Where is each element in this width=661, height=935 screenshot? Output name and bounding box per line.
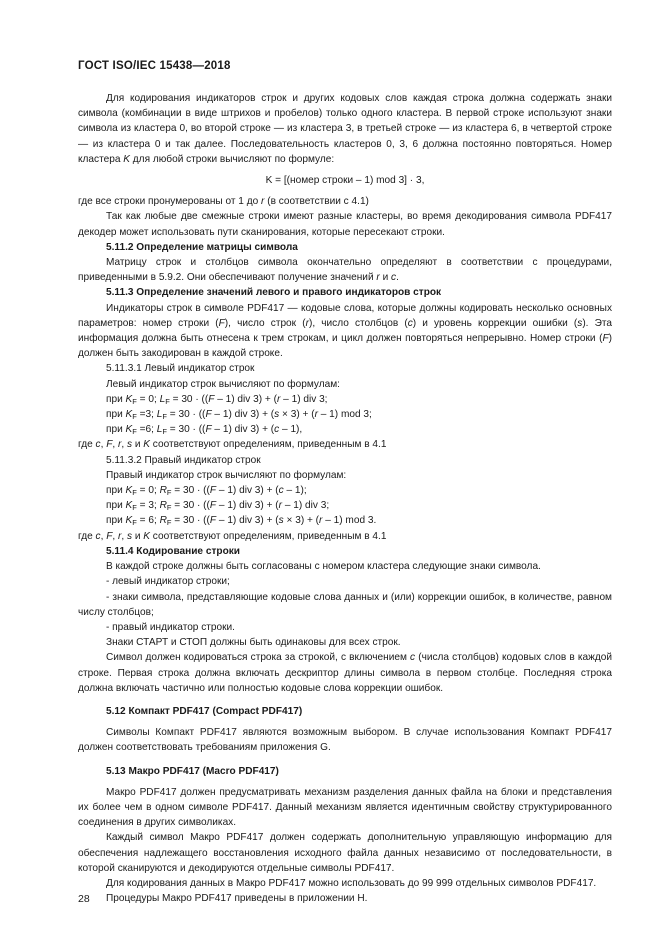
paragraph-macro-3: Для кодирования данных в Макро PDF417 можно использовать до 99 999 отдельных символов PDF417. — [106, 877, 597, 889]
paragraph-row-by-row — [78, 650, 612, 696]
right-indicator-where: где c, F, r, s и K соответствуют определениям, приведенным в 4.1 — [78, 530, 387, 542]
text-run: (числа столбцов) кодовых слов в каждой строке. Первая строка должна включать дескриптор длины символа в первом столбце. Последняя строка должна включать частично или полностью кодовые слова коррекции ошибок. — [78, 652, 612, 694]
paragraph-cluster-intro — [78, 91, 612, 167]
italic-var: K — [123, 153, 130, 165]
text-run: для любой строки вычисляют по формуле: — [129, 153, 335, 165]
left-indicator-formula-3: при $K_F =6$; $L_F = 30 \cdot ((F - 1)$ div 3) + (c – 1), — [106, 424, 303, 437]
text-run: ), число строк ( — [224, 317, 306, 329]
paragraph-macro-4: Процедуры Макро PDF417 приведены в приложении H. — [106, 893, 368, 905]
heading-5-11-3: 5.11.3 Определение значений левого и правого индикаторов строк — [106, 287, 442, 299]
left-indicator-where: где c, F, r, s и K соответствуют определениям, приведенным в 4.1 — [78, 439, 387, 451]
text-run: ), число столбцов ( — [308, 317, 408, 329]
text-run: где все строки пронумерованы от 1 до — [78, 196, 262, 208]
right-indicator-formula-1: при $K_F = 0$; $R_F = 30 \cdot ((F - 1)$ div 3) + (c – 1); — [106, 485, 307, 498]
paragraph-macro-1: Макро PDF417 должен предусматривать механизм разделения данных файла на блоки и представления их более чем в одном символе PDF417. Данный механизм является идентичным свойству структурированного соединения в других символиках. — [78, 786, 612, 829]
italic-var: r — [261, 196, 265, 208]
right-indicator-intro: Правый индикатор строк вычисляют по формулам: — [106, 469, 347, 481]
italic-var: c — [410, 652, 416, 664]
right-indicator-formula-3: при $K_F = 6$; $R_F = 30 \cdot ((F - 1)$ div 3) + (s × 3) + (r – 1) mod 3. — [106, 515, 377, 528]
italic-var: F — [218, 317, 225, 329]
heading-5-13: 5.13 Макро PDF417 (Macro PDF417) — [106, 765, 279, 777]
text-run: Для кодирования индикаторов строк и других кодовых слов каждая строка должна содержать знаки символа (комбинации в виде штрихов и пробелов) только одного кластера. В первой строке используют знаки символа из кластера 0, во второй строке — из кластера 3, в третьей строке — из кластера 6, в четвертой строке — из кластера 0 и так далее. Последовательность кластеров 0, 3, 6 должна постоянно повторяться. Номер кластера — [78, 93, 612, 165]
list-item-data-codewords: - знаки символа, представляющие кодовые слова данных и (или) коррекции ошибок, в количестве, равном числу столбцов; — [78, 591, 612, 618]
heading-5-11-4: 5.11.4 Кодирование строки — [106, 545, 240, 557]
text-run: Символ должен кодироваться строка за строкой, с включением — [106, 652, 411, 664]
paragraph-row-encoding: В каждой строке должны быть согласованы с номером кластера следующие знаки символа. — [106, 561, 541, 573]
italic-var: r — [376, 272, 380, 284]
text-run: . — [396, 272, 399, 284]
paragraph-scan-paths: Так как любые две смежные строки имеют разные кластеры, во время декодирования символа PDF417 декодер может использовать пути сканирования, которые пересекают строки. — [78, 211, 612, 238]
italic-var: r — [305, 317, 309, 329]
heading-5-11-3-1: 5.11.3.1 Левый индикатор строк — [106, 363, 255, 375]
heading-5-11-3-2: 5.11.3.2 Правый индикатор строк — [106, 454, 261, 466]
left-indicator-formula-2: при $K_F =3$; $L_F = 30 \cdot ((F - 1)$ div 3) + (s × 3) + (r – 1) mod 3; — [106, 409, 372, 422]
paragraph-rows-numbered — [78, 194, 612, 209]
paragraph-row-indicators — [78, 301, 612, 362]
list-item-left-indicator: - левый индикатор строки; — [106, 576, 230, 588]
left-indicator-formula-1: при $K_F = 0$; $L_F = 30 \cdot ((F - 1)$ div 3) + (r – 1) div 3; — [106, 393, 328, 406]
text-run: и — [379, 272, 392, 284]
text-run: Матрицу строк и столбцов символа окончательно определяют в соответствии с процедурами, приведенными в 5.9.2. Они обеспечивают получение значений — [78, 257, 612, 284]
right-indicator-formula-2: при $K_F = 3$; $R_F = 30 \cdot ((F - 1)$ div 3) + (r – 1) div 3; — [106, 500, 330, 513]
text-run: (в соответствии с 4.1) — [264, 196, 369, 208]
paragraph-matrix — [78, 255, 612, 285]
paragraph-compact: Символы Компакт PDF417 являются возможным выбором. В случае использования Компакт PDF417 должен соответствовать требованиям приложения G. — [78, 727, 612, 754]
left-indicator-intro: Левый индикатор строк вычисляют по формулам: — [106, 378, 340, 390]
heading-5-12: 5.12 Компакт PDF417 (Compact PDF417) — [106, 705, 303, 717]
page-number: 28 — [78, 893, 90, 905]
text-run: ). Эта информация должна быть отнесена к трем строкам, и цикл должен повторяться непрерывно. Номер строки ( — [78, 317, 612, 345]
formula-cluster: K = [(номер строки – 1) mod 3] · 3, — [265, 175, 425, 187]
paragraph-start-stop: Знаки СТАРТ и СТОП должны быть одинаковы для всех строк. — [106, 637, 401, 649]
italic-var: c — [391, 272, 397, 284]
page-content — [78, 91, 612, 906]
text-run: Индикаторы строк в символе PDF417 — кодовые слова, которые должны кодировать несколько основных параметров: номер строки ( — [78, 302, 612, 329]
list-item-right-indicator: - правый индикатор строки. — [106, 621, 235, 633]
text-run: ) и уровень коррекции ошибки ( — [412, 317, 578, 329]
paragraph-macro-2: Каждый символ Макро PDF417 должен содержать дополнительную управляющую информацию для обеспечения надлежащего восстановления исходного файла данных независимо от последовательности, в которой сканируются и декодируются отдельные символы PDF417. — [78, 832, 612, 874]
italic-var: s — [577, 317, 583, 329]
heading-5-11-2: 5.11.2 Определение матрицы символа — [106, 241, 298, 253]
text-run: ) должен быть закодирован в каждой строке. — [78, 333, 612, 360]
italic-var: c — [407, 317, 413, 329]
document-header: ГОСТ ISO/IEC 15438—2018 — [78, 60, 231, 72]
italic-var: F — [602, 333, 609, 345]
